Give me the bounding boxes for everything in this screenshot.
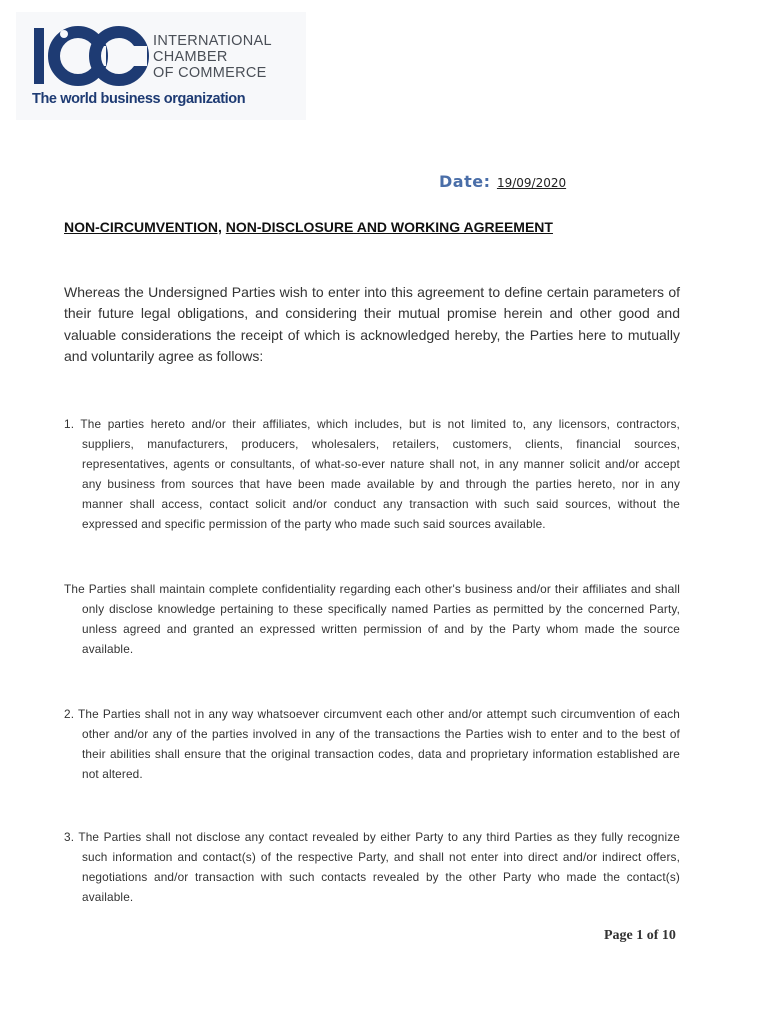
page-number: Page 1 of 10 <box>604 928 676 943</box>
date-label: Date: <box>439 172 491 191</box>
clause-2: 2. The Parties shall not in any way whatsoever circumvent each other and/or attempt such circumvention of each other and/or any of the parties involved in any of the transactions the Parties wish to enter and to the best of their abilities shall ensure that the original transaction codes, data and proprietary information established are not altered. <box>64 707 680 781</box>
date-value: 19/09/2020 <box>496 176 567 190</box>
clause-3: 3. The Parties shall not disclose any contact revealed by either Party to any third Parties as they fully recognize such information and contact(s) of the respective Party, and shall not enter into direct and/or indirect offers, negotiations and/or transaction with such contacts revealed by the other Party who made the contact(s) available. <box>64 830 680 904</box>
logo-org-line-1: INTERNATIONAL <box>153 33 272 49</box>
title-part-1: NON-CIRCUMVENTION, <box>64 219 222 235</box>
clause-confidentiality: The Parties shall maintain complete confidentiality regarding each other's business and/or their affiliates and shall only disclose knowledge pertaining to these specifically named Parties as permitted by the concerned Party, unless agreed and granted an expressed written permission of and by the Party whom made the source available. <box>64 582 680 656</box>
date-line <box>439 172 566 192</box>
title-part-2: NON-DISCLOSURE AND WORKING AGREEMENT <box>225 219 553 235</box>
agreement-title <box>64 219 553 235</box>
logo-org-line-2: CHAMBER <box>153 49 228 65</box>
intro-paragraph: Whereas the Undersigned Parties wish to enter into this agreement to define certain parameters of their future legal obligations, and considering their mutual promise herein and other good and valuable considerations the receipt of which is acknowledged hereby, the Parties here to mutually and voluntarily agree as follows: <box>64 284 680 364</box>
icc-logo <box>16 12 306 120</box>
logo-org-line-3: OF COMMERCE <box>153 65 267 81</box>
icc-logo-mark <box>16 12 156 92</box>
clause-1: 1. The parties hereto and/or their affiliates, which includes, but is not limited to, any licensors, contractors, suppliers, manufacturers, producers, wholesalers, retailers, customers, clients, financial sources, representatives, agents or consultants, of what-so-ever nature shall not, in any manner solicit and/or accept any business from sources that have been made available by and through the parties hereto, nor in any manner shall access, contact solicit and/or conduct any transaction with such said sources, without the expressed and specific permission of the party who made such said sources available. <box>64 417 680 531</box>
logo-tagline: The world business organization <box>32 91 246 107</box>
